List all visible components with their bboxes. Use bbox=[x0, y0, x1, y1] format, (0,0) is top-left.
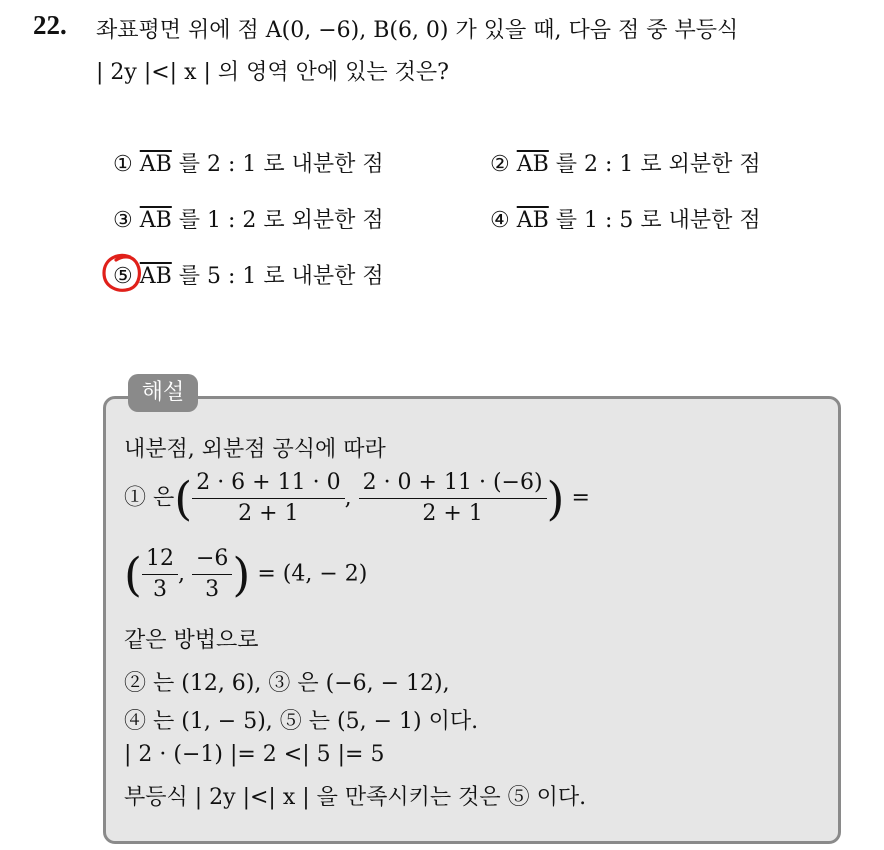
answer-circle-mark bbox=[100, 251, 144, 295]
choice-1-text: 를 2 : 1 로 내분한 점 bbox=[171, 152, 384, 177]
choice-4-text: 를 1 : 5 로 내분한 점 bbox=[548, 208, 761, 233]
fraction-1-denominator: 2 + 1 bbox=[238, 501, 299, 526]
right-paren: ) bbox=[546, 471, 565, 526]
choice-5-number: ⑤ bbox=[113, 264, 133, 289]
choice-3[interactable] bbox=[113, 203, 384, 234]
solution-line2 bbox=[124, 468, 590, 529]
solution-line8: 부등식 | 2y |<| x | 을 만족시키는 것은 ⑤ 이다. bbox=[124, 785, 587, 810]
fraction-3-numerator: 12 bbox=[142, 544, 178, 575]
choice-1-number: ① bbox=[113, 152, 133, 177]
left-paren: ( bbox=[124, 547, 142, 602]
solution-line3-result: = (4, − 2) bbox=[257, 561, 368, 587]
fraction-2 bbox=[359, 468, 547, 529]
fraction-4-denominator: 3 bbox=[205, 577, 220, 602]
choice-3-number: ③ bbox=[113, 208, 133, 233]
fraction-2-denominator: 2 + 1 bbox=[422, 501, 483, 526]
segment-ab: $\overline{AB}$ bbox=[139, 208, 172, 233]
segment-ab: $\overline{AB}$ bbox=[516, 208, 549, 233]
solution-line3 bbox=[124, 544, 367, 605]
fraction-3-denominator: 3 bbox=[152, 577, 167, 602]
solution-line2-prefix: ① 은 bbox=[124, 485, 175, 511]
segment-ab: $\overline{AB}$ bbox=[516, 152, 549, 177]
solution-line5: ② 는 (12, 6), ③ 은 (−6, − 12), bbox=[124, 671, 450, 696]
choice-3-text: 를 1 : 2 로 외분한 점 bbox=[171, 208, 384, 233]
fraction-3 bbox=[142, 544, 178, 605]
choice-2-number: ② bbox=[490, 152, 510, 177]
comma: , bbox=[177, 561, 185, 587]
equals: = bbox=[571, 485, 590, 511]
fraction-2-numerator: 2 · 0 + 11 · (−6) bbox=[359, 468, 547, 499]
right-paren: ) bbox=[232, 547, 251, 602]
question-number: 22. bbox=[33, 10, 67, 40]
choice-4[interactable] bbox=[490, 203, 761, 234]
fraction-1 bbox=[192, 468, 344, 529]
fraction-4 bbox=[192, 544, 232, 605]
question-text-line2: | 2y |<| x | 의 영역 안에 있는 것은? bbox=[96, 60, 449, 85]
fraction-4-numerator: −6 bbox=[192, 544, 232, 575]
segment-ab: $\overline{AB}$ bbox=[139, 264, 172, 289]
choice-5-text: 를 5 : 1 로 내분한 점 bbox=[171, 264, 384, 289]
solution-line7: | 2 · (−1) |= 2 <| 5 |= 5 bbox=[124, 742, 385, 767]
solution-line6: ④ 는 (1, − 5), ⑤ 는 (5, − 1) 이다. bbox=[124, 709, 479, 734]
solution-line4: 같은 방법으로 bbox=[124, 628, 259, 653]
left-paren: ( bbox=[174, 471, 193, 526]
choice-4-number: ④ bbox=[490, 208, 510, 233]
fraction-1-numerator: 2 · 6 + 11 · 0 bbox=[192, 468, 344, 499]
comma: , bbox=[344, 485, 352, 511]
choice-2-text: 를 2 : 1 로 외분한 점 bbox=[548, 152, 761, 177]
question-text-line1: 좌표평면 위에 점 A(0, −6), B(6, 0) 가 있을 때, 다음 점 중 부등식 bbox=[96, 18, 739, 43]
choice-2[interactable] bbox=[490, 147, 761, 178]
solution-line1: 내분점, 외분점 공식에 따라 bbox=[124, 437, 386, 462]
choice-1[interactable] bbox=[113, 147, 384, 178]
solution-panel bbox=[103, 396, 841, 844]
solution-tag: 해설 bbox=[128, 374, 198, 412]
choice-5[interactable] bbox=[113, 259, 384, 290]
segment-ab: $\overline{AB}$ bbox=[139, 152, 172, 177]
